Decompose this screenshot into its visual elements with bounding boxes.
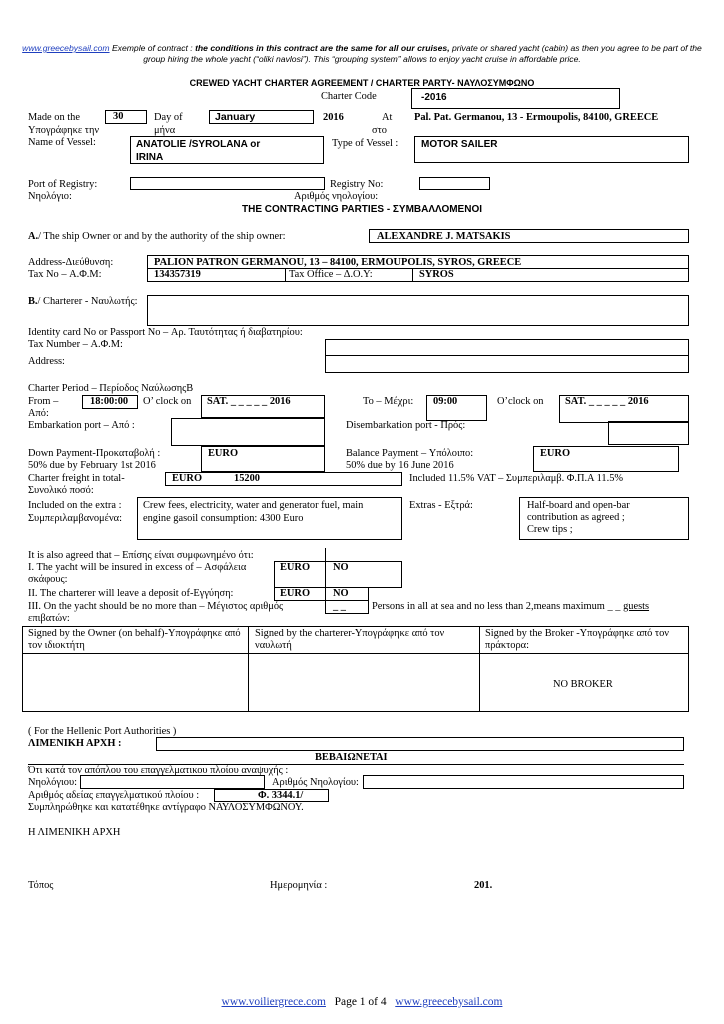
down-payment-label: Down Payment-Προκαταβολή : bbox=[28, 448, 161, 459]
certify-registry-no-field[interactable] bbox=[363, 775, 684, 789]
vessel-name-line2: IRINA bbox=[136, 152, 164, 163]
registry-no-label-gr: Αριθμός νηολογίου: bbox=[294, 191, 379, 202]
certify-label: ΒΕΒΑΙΩΝΕΤΑΙ bbox=[315, 752, 388, 763]
day-of-label: Day of bbox=[154, 112, 183, 123]
extras-line2: contribution as agreed ; bbox=[527, 512, 625, 523]
charterer-address-field[interactable] bbox=[325, 355, 689, 373]
intro-text bbox=[20, 43, 704, 65]
from-time-value: 18:00:00 bbox=[90, 396, 129, 407]
insured-line2: σκάφους: bbox=[28, 574, 68, 585]
owner-label bbox=[28, 231, 286, 243]
included-label-gr: Συμπεριλαμβανομένα: bbox=[28, 513, 122, 524]
certify-license-label: Αριθμός αδείας επαγγελματικού πλοίου : bbox=[28, 790, 200, 801]
persons-text-guests: guests bbox=[623, 601, 650, 612]
from-label: From – bbox=[28, 396, 59, 407]
registry-no-label: Registry No: bbox=[330, 179, 384, 190]
intro-text-a: Exemple of contract : bbox=[109, 43, 196, 53]
down-payment-currency: EURO bbox=[208, 448, 239, 459]
footer-link-voiliergrece[interactable]: www.voiliergrece.com bbox=[221, 996, 326, 1008]
embark-port-field[interactable] bbox=[171, 418, 325, 446]
disembark-port-field[interactable] bbox=[608, 421, 689, 445]
period-label: Charter Period – Περίοδος ΝαύλωσηςB bbox=[28, 383, 194, 394]
contract-title: CREWED YACHT CHARTER AGREEMENT / CHARTER PARTY- ΝΑΥΛΟΣΥΜΦΩΝΟ bbox=[189, 78, 535, 88]
to-time-value: 09:00 bbox=[433, 396, 458, 407]
day-of-label-gr: μήνα bbox=[154, 125, 176, 136]
agreed-label: It is also agreed that – Επίσης είναι συμφωνημένο ότι: bbox=[28, 550, 254, 561]
to-label: To – Μέχρι: bbox=[363, 396, 414, 407]
charterer-label-prefix: B. bbox=[28, 296, 38, 307]
balance-currency: EURO bbox=[540, 448, 571, 459]
footer-link-greecebysail[interactable]: www.greecebysail.com bbox=[395, 996, 503, 1008]
month-value: January bbox=[215, 111, 256, 123]
at-label: At bbox=[382, 112, 393, 123]
to-oclock-label: O’clock on bbox=[497, 396, 544, 407]
limit-field[interactable] bbox=[325, 600, 369, 614]
owner-label-text: / The ship Owner or and by the authority of the ship owner: bbox=[38, 231, 286, 242]
owner-label-prefix: A. bbox=[28, 231, 39, 242]
extras-label: Extras - Εξτρά: bbox=[409, 500, 473, 511]
greecebysail-link[interactable]: www.greecebysail.com bbox=[22, 43, 110, 53]
agreed-divider bbox=[325, 548, 326, 562]
charterer-tax-label: Tax Number – Α.Φ.Μ: bbox=[28, 339, 123, 350]
signatures-col-divider-1 bbox=[248, 626, 249, 712]
disembark-label: Disembarkation port - Πρός: bbox=[346, 420, 466, 431]
deposit-divider bbox=[325, 587, 326, 601]
limit-line2: επιβατών: bbox=[28, 613, 70, 624]
port-registry-field[interactable] bbox=[130, 177, 325, 190]
intro-text-b: the conditions in this contract are the same for all our cruises, bbox=[195, 43, 450, 53]
insured-currency: EURO bbox=[280, 562, 311, 573]
port-authority-label: ΛΙΜΕΝΙΚΗ ΑΡΧΗ : bbox=[28, 738, 122, 749]
charterer-id-label: Identity card No or Passport No – Αρ. Ταυτότητας ή διαβατηρίου: bbox=[28, 327, 303, 338]
charterer-label bbox=[28, 296, 137, 308]
insured-divider bbox=[325, 561, 326, 588]
owner-address-value: PALION PATRON GERMANOU, 13 – 84100, ERMOUPOLIS, SYROS, GREECE bbox=[154, 257, 522, 268]
intro-text-c: private or shared yacht (cabin) as then you agree to be part of the group hiring the whole yacht (“oliki navlosi”). This “grouping system” allows to enjoy yacht cruise in affordable price. bbox=[143, 43, 702, 64]
deposit-no: NO bbox=[333, 588, 349, 599]
signed-charterer-label: Signed by the charterer-Υπογράφηκε από τον ναυλωτή bbox=[255, 628, 445, 651]
made-place: Pal. Pat. Germanou, 13 - Ermoupolis, 84100, GREECE bbox=[414, 112, 659, 123]
port-authority-field[interactable] bbox=[156, 737, 684, 751]
certify-license-value: Φ. 3344.1/ bbox=[258, 790, 304, 801]
vat-note: Included 11.5% VAT – Συμπεριλαμβ. Φ.Π.Α 11.5% bbox=[409, 473, 624, 484]
included-line1: Crew fees, electricity, water and generator fuel, main bbox=[143, 500, 364, 511]
signatures-header-line bbox=[22, 653, 689, 654]
down-payment-note: 50% due by February 1st 2016 bbox=[28, 460, 156, 471]
certify-line1: Ότι κατά τον απόπλου του επαγγελματικου πλοίου αναψυχής : bbox=[28, 765, 289, 776]
owner-address-label: Address-Διεύθυνση: bbox=[28, 257, 114, 268]
limit-blank: _ _ bbox=[333, 601, 346, 612]
owner-tax-row bbox=[147, 268, 689, 282]
from-oclock-label: O’ clock on bbox=[143, 396, 192, 407]
signatures-col-divider-2 bbox=[479, 626, 480, 712]
charterer-address-label: Address: bbox=[28, 356, 65, 367]
authority-sign-label: Η ΛΙΜΕΝΙΚΗ ΑΡΧΗ bbox=[28, 827, 121, 838]
registry-no-field[interactable] bbox=[419, 177, 490, 190]
included-label: Included on the extra : bbox=[28, 500, 122, 511]
insured-no: NO bbox=[333, 562, 349, 573]
owner-office-value: SYROS bbox=[419, 269, 454, 280]
to-date-value: SAT. _ _ _ _ _ 2016 bbox=[565, 396, 649, 407]
footer bbox=[0, 995, 724, 1009]
charter-code-label: Charter Code bbox=[321, 91, 377, 102]
made-on-label-gr: Υπογράφηκε την bbox=[28, 125, 100, 136]
owner-tax-divider bbox=[285, 268, 286, 282]
embark-label: Embarkation port – Από : bbox=[28, 420, 135, 431]
day-value: 30 bbox=[113, 111, 124, 122]
at-label-gr: στο bbox=[372, 125, 387, 136]
persons-text-main: Persons in all at sea and no less than 2,means maximum _ _ bbox=[372, 601, 621, 612]
extras-line1: Half-board and open-bar bbox=[527, 500, 630, 511]
balance-label: Balance Payment – Υπόλοιπο: bbox=[346, 448, 474, 459]
certify-line4: Συμπληρώθηκε και κατατέθηκε αντίγραφο ΝΑΥΛΟΣΥΜΦΩΝΟΥ. bbox=[28, 802, 304, 813]
extras-line3: Crew tips ; bbox=[527, 524, 573, 535]
day-field[interactable] bbox=[105, 110, 147, 124]
owner-tax-label: Tax No – Α.Φ.Μ: bbox=[28, 269, 102, 280]
parties-heading: THE CONTRACTING PARTIES - ΣΥΜΒΑΛΛΟΜΕΝΟΙ bbox=[242, 204, 482, 215]
made-on-label: Made on the bbox=[28, 112, 80, 123]
freight-label-gr: Συνολικό ποσό: bbox=[28, 485, 94, 496]
insured-line1: I. The yacht will be insured in excess of – Ασφάλεια bbox=[28, 562, 247, 573]
certify-registry-field[interactable] bbox=[80, 775, 265, 789]
year-label: 201. bbox=[474, 880, 493, 891]
balance-note: 50% due by 16 June 2016 bbox=[346, 460, 454, 471]
no-broker-text: NO BROKER bbox=[553, 679, 613, 690]
vessel-type-value: MOTOR SAILER bbox=[421, 139, 498, 150]
vessel-name-line1: ANATOLIE /SYROLANA or bbox=[136, 139, 261, 150]
year-value: 2016 bbox=[323, 112, 344, 123]
freight-label: Charter freight in total- bbox=[28, 473, 125, 484]
port-authority-for: ( For the Hellenic Port Authorities ) bbox=[28, 726, 177, 737]
signed-broker-label: Signed by the Broker -Υπογράφηκε από τον πράκτορα: bbox=[485, 628, 669, 651]
owner-office-label: Tax Office – Δ.Ο.Υ: bbox=[289, 269, 373, 280]
charterer-name-field[interactable] bbox=[147, 295, 689, 326]
limit-line1: III. On the yacht should be no more than – Μέγιστος αριθμός bbox=[28, 601, 284, 612]
port-registry-label-gr: Νηολόγιο: bbox=[28, 191, 72, 202]
certify-registry-no-label: Αριθμός Νηολογίου: bbox=[272, 777, 359, 788]
freight-currency: EURO bbox=[172, 473, 203, 484]
included-line2: engine gasoil consumption: 4300 Euro bbox=[143, 513, 304, 524]
charterer-label-text: / Charterer - Ναυλωτής: bbox=[37, 296, 138, 307]
freight-value: 15200 bbox=[234, 473, 260, 484]
charter-code-value: -2016 bbox=[421, 92, 447, 103]
charterer-tax-field[interactable] bbox=[325, 339, 689, 356]
persons-text bbox=[372, 601, 649, 613]
footer-page-number: Page 1 of 4 bbox=[334, 996, 387, 1008]
certify-registry-label: Νηολόγιου: bbox=[28, 777, 77, 788]
owner-office-divider bbox=[412, 268, 413, 282]
owner-name-value: ALEXANDRE J. MATSAKIS bbox=[377, 231, 511, 242]
signed-owner-label: Signed by the Owner (on behalf)-Υπογράφηκε από τον ιδιοκτήτη bbox=[28, 628, 241, 651]
owner-tax-value: 134357319 bbox=[154, 269, 201, 280]
deposit-currency: EURO bbox=[280, 588, 311, 599]
place-label: Τόπος bbox=[28, 880, 54, 891]
vessel-type-label: Type of Vessel : bbox=[332, 138, 399, 149]
from-date-value: SAT. _ _ _ _ _ 2016 bbox=[207, 396, 291, 407]
deposit-label: II. The charterer will leave a deposit of-Εγγύηση: bbox=[28, 588, 234, 599]
from-label-gr: Από: bbox=[28, 408, 49, 419]
port-registry-label: Port of Registry: bbox=[28, 179, 98, 190]
vessel-name-label: Name of Vessel: bbox=[28, 137, 96, 148]
date-label: Ημερομηνία : bbox=[270, 880, 328, 891]
